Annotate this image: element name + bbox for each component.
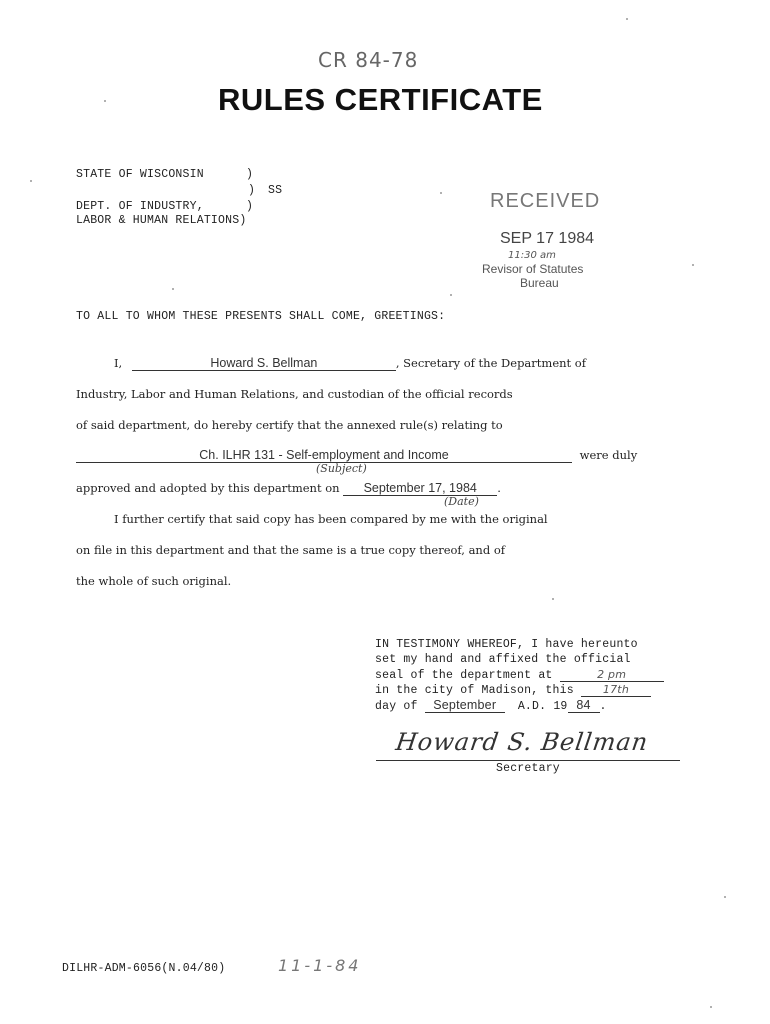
scan-speck xyxy=(450,294,452,296)
testimony-line-3-start: seal of the department at xyxy=(375,669,553,682)
subject-value: Ch. ILHR 131 - Self-employment and Income xyxy=(199,448,449,462)
venue-dept-line1: DEPT. OF INDUSTRY, xyxy=(76,200,204,213)
footer-handwritten: 11-1-84 xyxy=(278,956,362,975)
scan-speck xyxy=(104,100,106,102)
scan-speck xyxy=(440,192,442,194)
day-fill: 17th xyxy=(602,683,629,696)
i-label: I, xyxy=(114,356,123,370)
subject-field xyxy=(76,448,572,463)
scan-speck xyxy=(692,264,694,266)
testimony-line-5-start: day of xyxy=(375,700,418,713)
venue-dept-line2: LABOR & HUMAN RELATIONS) xyxy=(76,214,247,227)
signature-script: Howard S. Bellman xyxy=(394,728,651,756)
body-line-4 xyxy=(76,448,637,463)
venue-state: STATE OF WISCONSIN xyxy=(76,168,204,181)
body-line-3: of said department, do hereby certify that the annexed rule(s) relating to xyxy=(76,418,503,432)
adoption-date-field xyxy=(343,481,497,496)
testimony-line-4 xyxy=(375,683,651,697)
scan-speck xyxy=(30,180,32,182)
scan-speck xyxy=(172,288,174,290)
form-number: DILHR-ADM-6056(N.04/80) xyxy=(62,962,226,975)
testimony-line-3 xyxy=(375,668,664,682)
scan-speck xyxy=(724,896,726,898)
testimony-line-1: IN TESTIMONY WHEREOF, I have hereunto xyxy=(375,638,638,651)
received-text: RECEIVED xyxy=(490,190,601,212)
signature-line xyxy=(376,760,680,761)
case-number: CR 84-78 xyxy=(318,48,419,72)
month-field xyxy=(425,698,505,713)
received-scrawl: 11:30 am xyxy=(508,250,556,261)
scan-speck xyxy=(626,18,628,20)
received-date: SEP 17 1984 xyxy=(500,230,595,247)
greeting: TO ALL TO WHOM THESE PRESENTS SHALL COME, GREETINGS: xyxy=(76,310,446,323)
testimony-line-4-start: in the city of Madison, this xyxy=(375,684,574,697)
subject-caption: (Subject) xyxy=(316,462,367,475)
testimony-line-5-end: . xyxy=(599,700,607,713)
adoption-date: September 17, 1984 xyxy=(363,481,477,495)
time-field xyxy=(560,668,664,682)
page-title: RULES CERTIFICATE xyxy=(218,82,543,117)
body-line-6: I further certify that said copy has been compared by me with the original xyxy=(114,512,548,526)
body-line-7: on file in this department and that the same is a true copy thereof, and of xyxy=(76,543,506,557)
secretary-name-field xyxy=(132,356,396,371)
venue-paren-2: ) xyxy=(248,184,256,197)
testimony-line-2: set my hand and affixed the official xyxy=(375,653,631,666)
signature-title: Secretary xyxy=(496,762,560,775)
testimony-line-5 xyxy=(375,698,607,713)
venue-paren-3: ) xyxy=(246,200,254,213)
body-line-1 xyxy=(76,356,586,371)
scan-speck xyxy=(552,598,554,600)
secretary-name: Howard S. Bellman xyxy=(210,356,318,370)
body-line-5-end: . xyxy=(497,481,501,495)
body-line-1-rest: , Secretary of the Department of xyxy=(395,356,586,370)
received-office-line2: Bureau xyxy=(520,276,559,290)
body-line-2: Industry, Labor and Human Relations, and custodian of the official records xyxy=(76,387,513,401)
body-line-8: the whole of such original. xyxy=(76,574,232,588)
scan-speck xyxy=(710,1006,712,1008)
body-line-5 xyxy=(76,481,501,496)
venue-paren-1: ) xyxy=(246,168,254,181)
received-office-line1: Revisor of Statutes xyxy=(482,262,584,276)
date-caption: (Date) xyxy=(444,495,479,508)
day-field xyxy=(581,683,651,697)
body-line-4-rest: were duly xyxy=(579,448,638,462)
time-fill: 2 pm xyxy=(597,668,627,681)
venue-ss: SS xyxy=(268,184,283,197)
ad-label: A.D. 19 xyxy=(517,700,568,713)
received-stamp xyxy=(470,190,620,300)
body-line-5-start: approved and adopted by this department on xyxy=(76,481,340,495)
year-field xyxy=(568,698,600,713)
year-fill: 84 xyxy=(576,698,591,712)
month-fill: September xyxy=(433,698,497,712)
